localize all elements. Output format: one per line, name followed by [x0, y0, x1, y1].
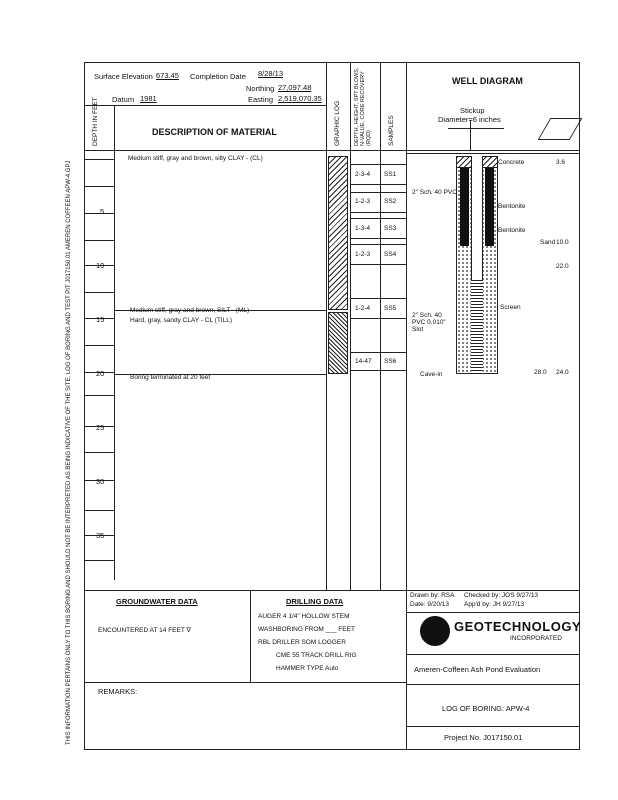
sample-id: SS4	[384, 251, 397, 258]
sample-blows: 1-2-3	[355, 251, 371, 258]
checked-by: Checked by: JOS 9/27/13	[464, 592, 539, 599]
completion-date-value: 8/28/13	[258, 69, 284, 78]
drilling-line: RBL DRILLER SOM LOGGER	[258, 639, 346, 646]
blows-header: DEPTH, HEIGHT, SPT BLOWS, N-VALUE, CORE RECOVERY (RQD)	[354, 67, 372, 146]
easting-label: Easting	[248, 95, 274, 104]
depth-tick-15: 15	[96, 315, 105, 324]
project-no: Project No. J017150.01	[444, 733, 523, 742]
description-line: Medium stiff, gray and brown, SILT - (ML)	[130, 307, 250, 314]
side-note: THIS INFORMATION PERTAINS ONLY TO THIS BORING AND SHOULD NOT BE INTERPRETED AS BEING INDICATIVE OF THE SITE. LOG OF BORING AND TEST PIT J017150.01 AMEREN COFFEEN APW-4.GPJ	[66, 160, 72, 745]
drilling-line: AUGER 4 1/4" HOLLOW STEM	[258, 613, 350, 620]
sample-line	[350, 244, 406, 245]
depth-tick-20: 20	[96, 369, 105, 378]
sample-id: SS3	[384, 225, 397, 232]
remarks-label: REMARKS:	[98, 687, 138, 696]
geotechnology-logo-icon	[420, 616, 450, 646]
sample-line	[350, 192, 406, 193]
graphic-col-line	[350, 62, 351, 590]
depth-tick-25: 25	[96, 423, 105, 432]
tick-line	[84, 159, 114, 160]
sample-line	[350, 238, 406, 239]
title-block-line	[406, 684, 580, 685]
well-depth: 28.0	[534, 369, 547, 376]
sample-line	[350, 370, 406, 371]
sample-line	[350, 212, 406, 213]
description-line: Medium stiff, gray and brown, silty CLAY - (CL)	[128, 155, 263, 162]
bottom-section-line	[84, 590, 406, 591]
easting-value: 2,519,070.35	[278, 94, 322, 103]
graphic-log-header: GRAPHIC LOG	[334, 100, 341, 146]
title-block-line	[406, 590, 580, 591]
header-top-rule	[84, 105, 326, 106]
tick-line	[84, 510, 114, 511]
well-label: Concrete	[498, 159, 525, 166]
groundwater-text: ENCOUNTERED AT 14 FEET ∇	[98, 627, 191, 634]
approved-by: App'd by: JH 9/27/13	[464, 601, 525, 608]
description-line: Boring terminated at 20 feet	[130, 374, 211, 381]
drilling-line: CME 55 TRACK DRILL RIG	[276, 652, 357, 659]
sample-line	[350, 264, 406, 265]
well-label: Bentonite	[498, 227, 526, 234]
well-bentonite-right	[485, 168, 494, 246]
sample-line	[350, 184, 406, 185]
drilling-title: DRILLING DATA	[286, 597, 344, 606]
sample-blows: 14-47	[355, 358, 372, 365]
diameter-arrow	[448, 128, 504, 129]
well-depth: 22.0	[556, 263, 569, 270]
well-depth: 24.0	[556, 369, 569, 376]
depth-tick-5: 5	[100, 207, 105, 216]
depth-tick-10: 10	[96, 261, 105, 270]
depth-col-line	[114, 105, 115, 580]
drawn-by: Drawn by: RSA	[410, 592, 455, 599]
sample-line	[350, 164, 406, 165]
northing-label: Northing	[246, 84, 275, 93]
sample-line	[350, 218, 406, 219]
sample-blows: 2-3-4	[355, 171, 371, 178]
sample-line	[350, 318, 406, 319]
sample-line	[350, 352, 406, 353]
well-label: 2" Sch. 40 PVC	[412, 189, 457, 196]
diameter-label: Diameter=6 inches	[438, 115, 501, 124]
sample-id: SS5	[384, 305, 397, 312]
well-label: Sand	[540, 239, 556, 246]
sample-id: SS6	[384, 358, 397, 365]
stickup-line	[470, 120, 471, 150]
sample-id: SS1	[384, 171, 397, 178]
description-line: Hard, gray, sandy CLAY - CL (TILL)	[130, 317, 232, 324]
well-label: Screen	[500, 304, 521, 311]
graphic-log-till	[328, 312, 348, 374]
completion-date-label: Completion Date	[190, 72, 246, 81]
well-depth: 3.6	[556, 159, 566, 166]
graphic-log-clay	[328, 156, 348, 310]
surface-elevation-value: 673.45	[156, 71, 179, 80]
well-label: Bentonite	[498, 203, 526, 210]
tick-line	[84, 452, 114, 453]
well-bentonite-left	[460, 168, 469, 246]
sample-line	[350, 298, 406, 299]
title-block-line	[406, 612, 580, 613]
well-screen	[471, 280, 483, 374]
depth-tick-35: 35	[96, 531, 105, 540]
description-col-line	[326, 62, 327, 590]
depth-header: DEPTH IN FEET	[92, 97, 99, 146]
well-depth: 10.0	[556, 239, 569, 246]
project-title: Ameren-Coffeen Ash Pond Evaluation	[414, 665, 541, 674]
well-diagram-title: WELL DIAGRAM	[452, 76, 523, 86]
log-title: LOG OF BORING: APW-4	[442, 704, 530, 713]
tick-line	[84, 213, 114, 214]
sample-id: SS2	[384, 198, 397, 205]
tick-line	[84, 560, 114, 561]
samples-header: SAMPLES	[388, 115, 395, 146]
drilling-line: WASHBORING FROM ___ FEET	[258, 626, 355, 633]
northing-value: 27,097.48	[278, 83, 312, 92]
depth-tick-30: 30	[96, 477, 105, 486]
description-header: DESCRIPTION OF MATERIAL	[152, 127, 277, 137]
ground-line	[406, 153, 580, 154]
well-label: 2" Sch. 40 PVC 0.010" Slot	[412, 312, 446, 333]
date: Date: 9/20/13	[410, 601, 450, 608]
tick-line	[84, 395, 114, 396]
stickup-label: Stickup	[460, 106, 485, 115]
title-block-line	[406, 654, 580, 655]
drilling-line: HAMMER TYPE Auto	[276, 665, 339, 672]
blows-col-line	[380, 62, 381, 590]
tick-line	[84, 292, 114, 293]
tick-line	[84, 240, 114, 241]
datum-label: Datum	[112, 95, 135, 104]
sample-blows: 1-3-4	[355, 225, 371, 232]
samples-col-line	[406, 62, 407, 750]
company-sub: INCORPORATED	[510, 635, 562, 642]
remarks-line	[84, 682, 406, 683]
tick-line	[84, 186, 114, 187]
header-bottom-line	[84, 150, 580, 151]
tick-line	[84, 345, 114, 346]
datum-value: 1981	[140, 94, 157, 103]
groundwater-title: GROUNDWATER DATA	[116, 597, 198, 606]
sample-blows: 1-2-4	[355, 305, 371, 312]
sample-blows: 1-2-3	[355, 198, 371, 205]
company-name: GEOTECHNOLOGY	[454, 619, 582, 634]
well-label: Cave-in	[420, 371, 443, 378]
title-block-line	[406, 726, 580, 727]
surface-elevation-label: Surface Elevation	[94, 72, 153, 81]
bottom-divider	[250, 590, 251, 682]
